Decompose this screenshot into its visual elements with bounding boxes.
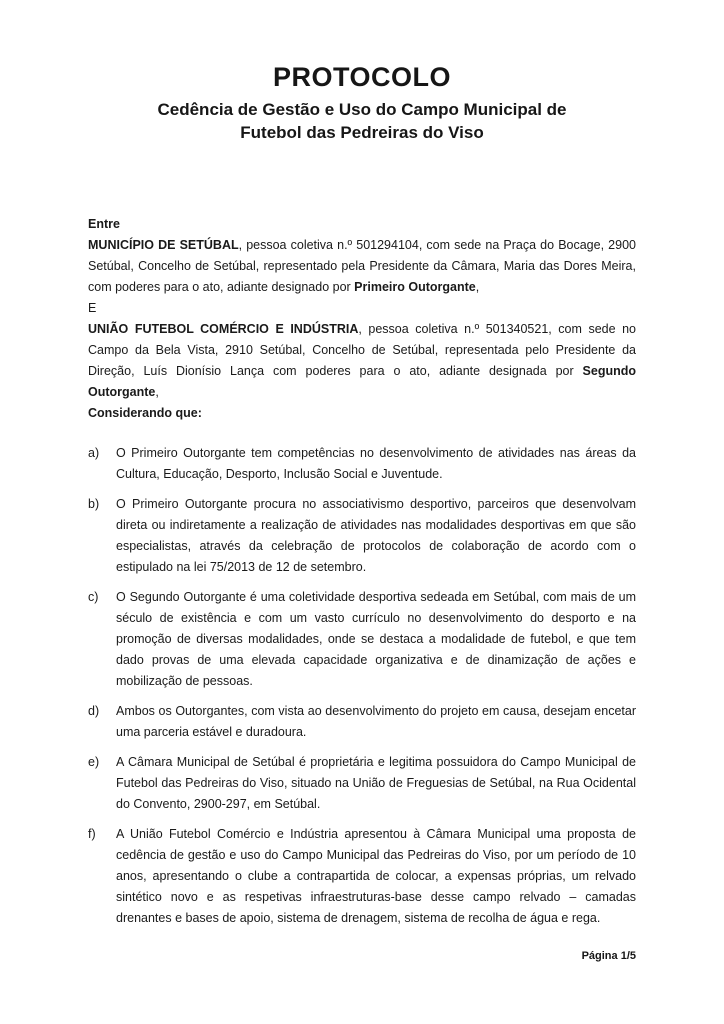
item-text: O Primeiro Outorgante procura no associativismo desportivo, parceiros que desenvolvam direta ou indiretamente a realização de atividades nas modalidades desportivas em que são especialistas, através da celebração de protocolos de colaboração de acordo com o estipulado na lei 75/2013 de 12 de setembro.	[116, 497, 636, 574]
consideration-item-b	[88, 494, 636, 578]
consideration-item-c	[88, 587, 636, 692]
second-party-designation: Segundo Outorgante	[88, 364, 636, 399]
item-marker: a)	[88, 446, 100, 460]
document-subtitle-line2: Futebol das Pedreiras do Viso	[240, 123, 484, 142]
item-text: O Primeiro Outorgante tem competências no desenvolvimento de atividades nas áreas da Cultura, Educação, Desporto, Inclusão Social e Juventude.	[116, 446, 636, 481]
document-subtitle	[88, 98, 636, 144]
item-marker: d)	[88, 704, 100, 718]
first-party-name: MUNICÍPIO DE SETÚBAL	[88, 238, 239, 252]
item-marker: e)	[88, 755, 100, 769]
document-title: PROTOCOLO	[272, 62, 451, 92]
considerations-list	[88, 443, 636, 929]
item-text: Ambos os Outorgantes, com vista ao desenvolvimento do projeto em causa, desejam encetar uma parceria estável e duradoura.	[116, 704, 636, 739]
item-text: A União Futebol Comércio e Indústria apresentou à Câmara Municipal uma proposta de cedência de gestão e uso do Campo Municipal das Pedreiras do Viso, por um período de 10 anos, apresentando o clube a contrapartida de colocar, a expensas próprias, um relvado sintético novo e as respetivas infraestruturas-base desse campo relvado – camadas drenantes e bases de apoio, sistema de drenagem, sistema de recolha de água e rega.	[116, 827, 636, 925]
first-party-designation: Primeiro Outorgante	[354, 280, 476, 294]
first-party-paragraph	[88, 235, 636, 298]
second-party-tail: ,	[155, 385, 159, 399]
item-text: A Câmara Municipal de Setúbal é proprietária e legitima possuidora do Campo Municipal de Futebol das Pedreiras do Viso, situado na União de Freguesias de Setúbal, na Rua Ocidental do Convento, 2900-297, em Setúbal.	[116, 755, 636, 811]
document-subtitle-line1: Cedência de Gestão e Uso do Campo Municipal de	[157, 100, 567, 119]
parties-section	[88, 214, 636, 424]
first-party-details: , pessoa coletiva n.º 501294104, com sede na Praça do Bocage, 2900 Setúbal, Concelho de Setúbal, representado pela Presidente da Câmara, Maria das Dores Meira, com poderes para o ato, adiante designado por	[88, 238, 636, 294]
consideration-item-f	[88, 824, 636, 929]
connector-label: E	[88, 301, 97, 315]
between-label: Entre	[88, 217, 120, 231]
consideration-item-d	[88, 701, 636, 743]
second-party-paragraph	[88, 319, 636, 403]
consideration-item-e	[88, 752, 636, 815]
first-party-tail: ,	[475, 280, 480, 294]
item-marker: b)	[88, 497, 100, 511]
item-text: O Segundo Outorgante é uma coletividade desportiva sedeada em Setúbal, com mais de um século de existência e com um vasto currículo no desenvolvimento do desporto e na promoção de diversas modalidades, onde se destaca a modalidade de futebol, e que tem dado provas de uma elevada capacidade organizativa e de dinamização de ações e mobilização de pessoas.	[116, 590, 636, 688]
page-number: Página 1/5	[581, 950, 636, 962]
item-marker: f)	[88, 827, 96, 841]
second-party-name: UNIÃO FUTEBOL COMÉRCIO E INDÚSTRIA	[88, 322, 359, 336]
considerations-heading: Considerando que:	[88, 406, 202, 420]
document-header	[88, 62, 636, 144]
consideration-item-a	[88, 443, 636, 485]
second-party-details: , pessoa coletiva n.º 501340521, com sede no Campo da Bela Vista, 2910 Setúbal, Concelho de Setúbal, representada pelo Presidente da Direção, Luís Dionísio Lança com poderes para o ato, adiante designada por	[88, 322, 636, 378]
item-marker: c)	[88, 590, 99, 604]
